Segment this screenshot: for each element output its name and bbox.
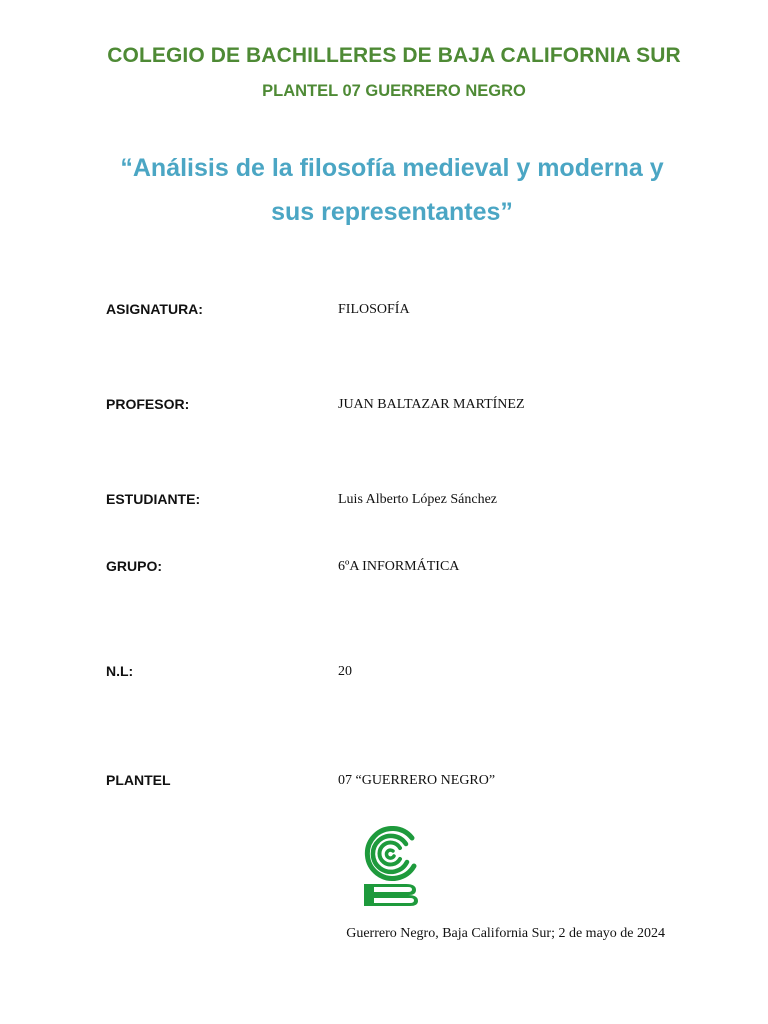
teacher-label: PROFESOR: (106, 396, 190, 412)
campus-label: PLANTEL (106, 772, 171, 788)
campus-value: 07 “GUERRERO NEGRO” (338, 773, 496, 788)
list-number-value: 20 (338, 664, 352, 679)
title-line-1: “Análisis de la filosofía medieval y moderna y (120, 154, 664, 182)
campus-name: PLANTEL 07 GUERRERO NEGRO (262, 82, 526, 100)
cobach-logo-icon (362, 826, 420, 908)
school-name: COLEGIO DE BACHILLERES DE BAJA CALIFORNIA SUR (107, 44, 681, 67)
title-line-2: sus representantes” (271, 198, 513, 226)
teacher-value: JUAN BALTAZAR MARTÍNEZ (338, 397, 525, 412)
place-date: Guerrero Negro, Baja California Sur; 2 de mayo de 2024 (346, 926, 665, 941)
subject-value: FILOSOFÍA (338, 302, 410, 317)
group-label: GRUPO: (106, 558, 162, 574)
student-label: ESTUDIANTE: (106, 491, 201, 507)
group-value: 6ºA INFORMÁTICA (338, 559, 460, 574)
subject-label: ASIGNATURA: (106, 301, 203, 317)
student-value: Luis Alberto López Sánchez (338, 492, 498, 507)
list-number-label: N.L: (106, 663, 134, 679)
document-title (100, 146, 684, 234)
